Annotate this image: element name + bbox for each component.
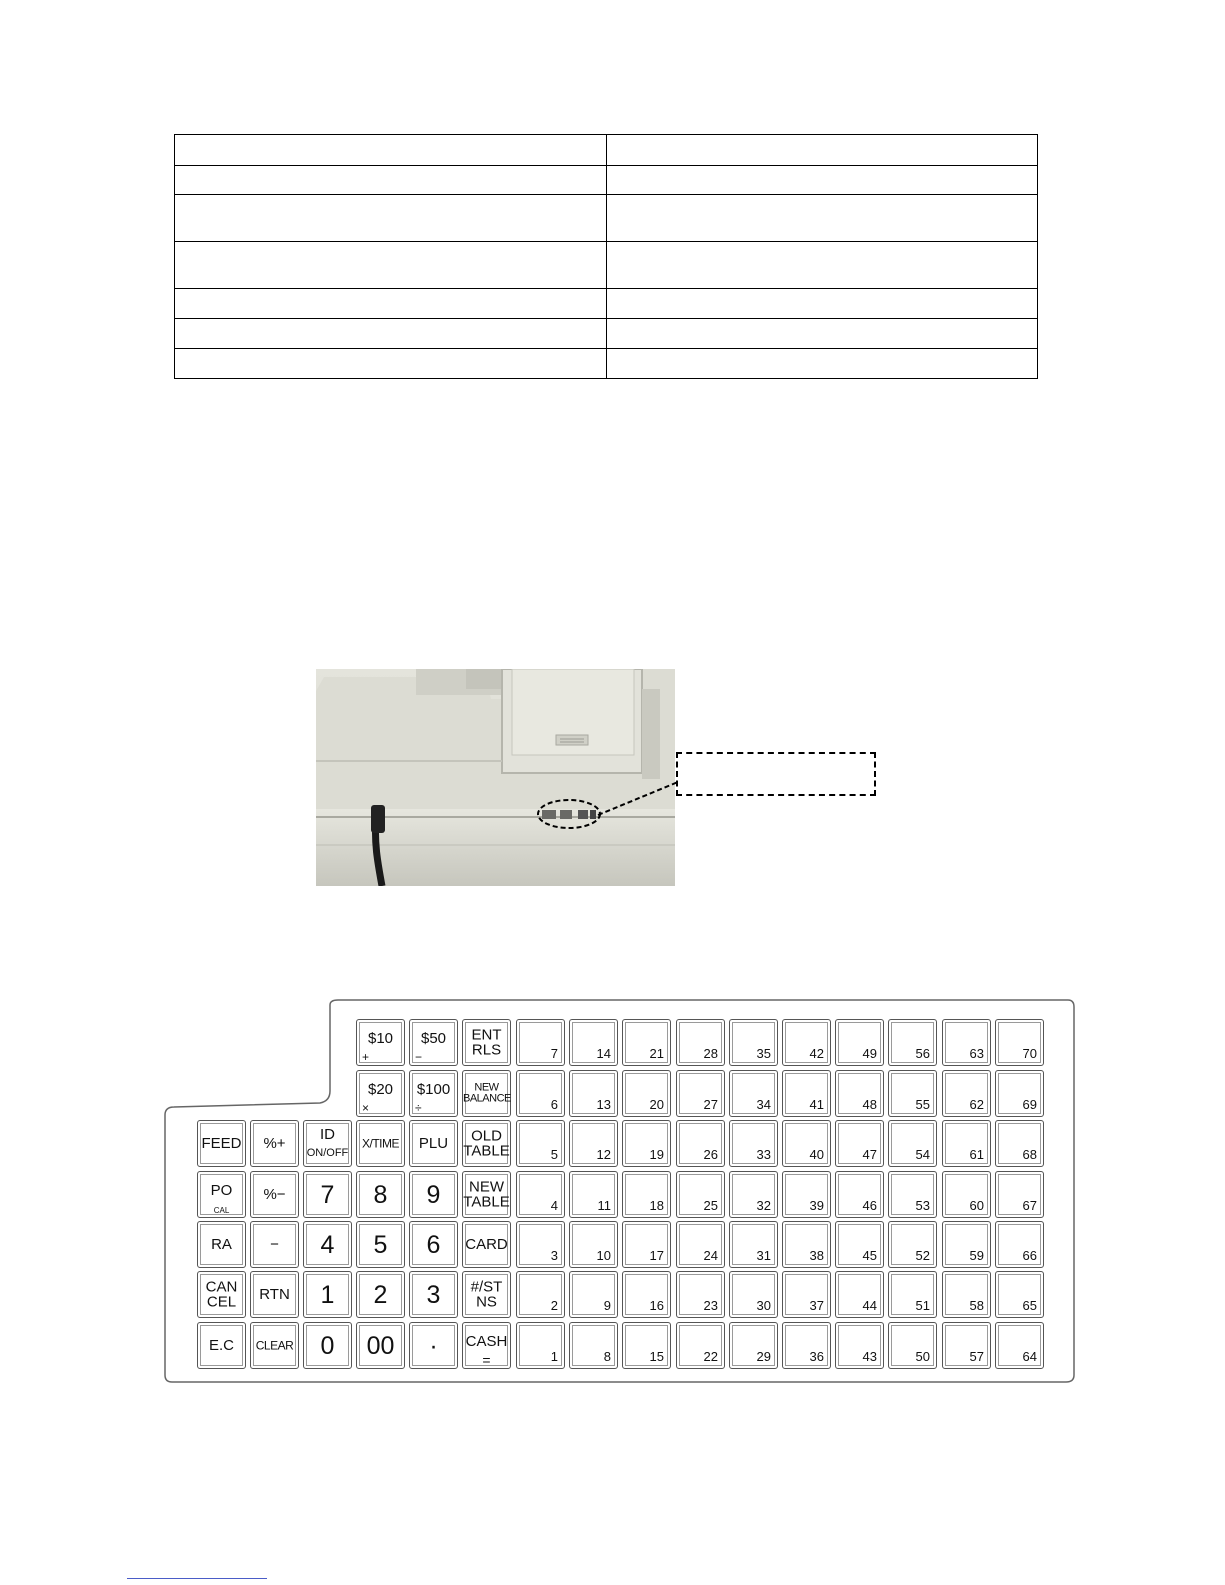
key-label: 5 [550, 1147, 558, 1163]
key-label: 7 [550, 1046, 558, 1062]
callout-box [676, 752, 876, 796]
key-label: $50 [420, 1030, 447, 1048]
key-label: 32 [756, 1198, 771, 1214]
key-label: 2 [373, 1280, 388, 1309]
key-plu[interactable] [995, 1221, 1044, 1268]
key-label: 47 [862, 1147, 877, 1163]
key-function[interactable] [303, 1120, 352, 1167]
key-plu[interactable] [676, 1120, 725, 1167]
spec-table-cell [607, 289, 1038, 319]
key-label: 36 [809, 1349, 824, 1365]
key-label: %− [263, 1185, 286, 1203]
key-label: 48 [862, 1097, 877, 1113]
key-plu[interactable] [622, 1221, 671, 1268]
spec-table-row [175, 242, 1038, 289]
key-label: 54 [915, 1147, 930, 1163]
key-plu[interactable] [888, 1171, 937, 1218]
key-plu[interactable] [888, 1271, 937, 1318]
key-function[interactable] [197, 1271, 246, 1318]
key-function[interactable] [197, 1221, 246, 1268]
key-sublabel: ÷ [415, 1101, 422, 1115]
key-plu[interactable] [942, 1019, 991, 1066]
key-label: ENT RLS [471, 1025, 502, 1059]
key-label: 9 [426, 1180, 441, 1209]
key-label: 4 [550, 1198, 558, 1214]
key-plu[interactable] [888, 1070, 937, 1117]
spec-table-cell [607, 319, 1038, 349]
key-label: 31 [756, 1248, 771, 1264]
key-label: 23 [703, 1298, 718, 1314]
key-plu[interactable] [676, 1019, 725, 1066]
key-label: 57 [969, 1349, 984, 1365]
key-label: 37 [809, 1298, 824, 1314]
key-label: 63 [969, 1046, 984, 1062]
key-label: RTN [259, 1285, 290, 1303]
key-label: 65 [1022, 1298, 1037, 1314]
key-plu[interactable] [676, 1322, 725, 1369]
key-label: 38 [809, 1248, 824, 1264]
key-label: PLU [418, 1134, 449, 1152]
key-label: 7 [320, 1180, 335, 1209]
key-plu[interactable] [622, 1322, 671, 1369]
key-plu[interactable] [942, 1171, 991, 1218]
key-sublabel: ON/OFF [306, 1147, 349, 1159]
spec-table-cell [175, 135, 607, 166]
key-label: 16 [649, 1298, 664, 1314]
key-label: 15 [649, 1349, 664, 1365]
spec-table-cell [175, 289, 607, 319]
key-plu[interactable] [729, 1120, 778, 1167]
key-label: · [429, 1331, 438, 1360]
key-label: 50 [915, 1349, 930, 1365]
key-label: 12 [596, 1147, 611, 1163]
key-plu[interactable] [516, 1171, 565, 1218]
key-plu[interactable] [995, 1019, 1044, 1066]
spec-table-row [175, 289, 1038, 319]
key-label: FEED [201, 1134, 242, 1152]
key-digit[interactable] [356, 1221, 405, 1268]
key-plu[interactable] [516, 1271, 565, 1318]
key-label: E.C [208, 1336, 234, 1354]
key-plu[interactable] [835, 1171, 884, 1218]
key-label: 17 [649, 1248, 664, 1264]
key-plu[interactable] [676, 1271, 725, 1318]
key-label: 62 [969, 1097, 984, 1113]
key-label: 52 [915, 1248, 930, 1264]
key-label: 60 [969, 1198, 984, 1214]
key-plu[interactable] [888, 1120, 937, 1167]
key-label: 11 [597, 1198, 611, 1214]
key-label: 64 [1022, 1349, 1037, 1365]
key-label: 58 [969, 1298, 984, 1314]
key-label: 28 [703, 1046, 718, 1062]
key-label: 43 [862, 1349, 877, 1365]
key-denomination[interactable] [409, 1019, 458, 1066]
key-label: 35 [756, 1046, 771, 1062]
key-plu[interactable] [835, 1120, 884, 1167]
key-label: 9 [603, 1298, 611, 1314]
key-label: 41 [809, 1097, 824, 1113]
spec-table-row [175, 195, 1038, 242]
key-label: 39 [809, 1198, 824, 1214]
key-denomination[interactable] [356, 1019, 405, 1066]
spec-table-cell [607, 349, 1038, 379]
key-function[interactable] [462, 1070, 511, 1117]
key-label: OLD TABLE [463, 1126, 510, 1160]
key-plu[interactable] [729, 1171, 778, 1218]
key-label: $100 [416, 1081, 451, 1099]
key-function[interactable] [250, 1120, 299, 1167]
key-label: 22 [703, 1349, 718, 1365]
key-plu[interactable] [622, 1019, 671, 1066]
key-plu[interactable] [622, 1070, 671, 1117]
key-label: CLEAR [255, 1338, 294, 1353]
key-label: 14 [596, 1046, 611, 1062]
spec-table-cell [607, 135, 1038, 166]
key-label: 20 [649, 1097, 664, 1113]
key-digit[interactable] [356, 1271, 405, 1318]
key-label: 3 [550, 1248, 558, 1264]
key-label: 59 [969, 1248, 984, 1264]
key-plu[interactable] [676, 1070, 725, 1117]
key-label: 67 [1022, 1198, 1037, 1214]
key-digit[interactable] [409, 1171, 458, 1218]
key-plu[interactable] [782, 1221, 831, 1268]
key-plu[interactable] [676, 1171, 725, 1218]
key-label: 24 [703, 1248, 718, 1264]
key-digit[interactable] [303, 1171, 352, 1218]
key-label: 45 [862, 1248, 877, 1264]
key-label: RA [211, 1235, 232, 1253]
key-plu[interactable] [569, 1171, 618, 1218]
key-label: CARD [465, 1235, 508, 1253]
key-label: 70 [1022, 1046, 1037, 1062]
key-plu[interactable] [622, 1171, 671, 1218]
key-label: 19 [649, 1147, 664, 1163]
key-sublabel: CAL [213, 1206, 230, 1215]
key-label: %+ [263, 1134, 286, 1152]
key-label: 53 [915, 1198, 930, 1214]
key-digit[interactable] [303, 1271, 352, 1318]
footnote-rule [127, 1578, 267, 1579]
key-plu[interactable] [516, 1019, 565, 1066]
key-plu[interactable] [995, 1171, 1044, 1218]
spec-table-row [175, 349, 1038, 379]
key-digit[interactable] [356, 1322, 405, 1369]
key-label: ID [320, 1126, 335, 1144]
key-function[interactable] [462, 1019, 511, 1066]
key-plu[interactable] [729, 1221, 778, 1268]
key-plu[interactable] [888, 1322, 937, 1369]
key-label: NEW TABLE [463, 1177, 510, 1211]
key-plu[interactable] [782, 1271, 831, 1318]
key-function[interactable] [250, 1322, 299, 1369]
key-label: 26 [703, 1147, 718, 1163]
spec-table [174, 134, 1038, 379]
key-label: $20 [367, 1081, 394, 1099]
key-label: 00 [366, 1331, 395, 1360]
spec-table-cell [175, 319, 607, 349]
key-plu[interactable] [569, 1221, 618, 1268]
spec-table-cell [607, 166, 1038, 195]
key-label: 46 [862, 1198, 877, 1214]
key-label: 3 [426, 1280, 441, 1309]
spec-table-cell [175, 166, 607, 195]
key-digit[interactable] [409, 1271, 458, 1318]
key-label: 6 [550, 1097, 558, 1113]
spec-table-cell [607, 242, 1038, 289]
key-label: 10 [596, 1248, 611, 1264]
key-plu[interactable] [569, 1322, 618, 1369]
key-label: 49 [862, 1046, 877, 1062]
spec-table-cell [175, 349, 607, 379]
key-plu[interactable] [835, 1271, 884, 1318]
key-plu[interactable] [782, 1019, 831, 1066]
key-digit[interactable] [409, 1221, 458, 1268]
key-plu[interactable] [782, 1070, 831, 1117]
key-function[interactable] [462, 1322, 511, 1369]
key-plu[interactable] [782, 1120, 831, 1167]
key-label: 0 [320, 1331, 335, 1360]
key-plu[interactable] [995, 1070, 1044, 1117]
key-plu[interactable] [569, 1019, 618, 1066]
key-plu[interactable] [729, 1271, 778, 1318]
key-label: 1 [320, 1280, 335, 1309]
key-plu[interactable] [888, 1221, 937, 1268]
key-plu[interactable] [995, 1120, 1044, 1167]
spec-table-row [175, 135, 1038, 166]
key-label: 68 [1022, 1147, 1037, 1163]
key-plu[interactable] [835, 1221, 884, 1268]
key-label: 4 [320, 1230, 335, 1259]
key-function[interactable] [250, 1271, 299, 1318]
key-label: 51 [915, 1298, 930, 1314]
key-function[interactable] [250, 1171, 299, 1218]
key-plu[interactable] [676, 1221, 725, 1268]
key-function[interactable] [462, 1221, 511, 1268]
key-plu[interactable] [995, 1322, 1044, 1369]
key-label: 42 [809, 1046, 824, 1062]
key-digit[interactable] [303, 1322, 352, 1369]
key-label: 8 [373, 1180, 388, 1209]
key-label: 66 [1022, 1248, 1037, 1264]
key-plu[interactable] [622, 1271, 671, 1318]
key-label: 29 [756, 1349, 771, 1365]
key-function[interactable] [462, 1171, 511, 1218]
key-label: 34 [756, 1097, 771, 1113]
key-plu[interactable] [942, 1221, 991, 1268]
key-function[interactable] [356, 1120, 405, 1167]
key-label: CAN CEL [205, 1277, 238, 1311]
spec-table-cell [607, 195, 1038, 242]
key-label: 1 [550, 1349, 558, 1365]
key-label: PO [210, 1182, 233, 1200]
key-label: 6 [426, 1230, 441, 1259]
key-plu[interactable] [729, 1019, 778, 1066]
key-label: CASH [465, 1333, 508, 1351]
key-digit[interactable] [409, 1322, 458, 1369]
spec-table-cell [175, 195, 607, 242]
key-function[interactable] [197, 1322, 246, 1369]
key-plu[interactable] [942, 1271, 991, 1318]
key-function[interactable] [409, 1120, 458, 1167]
key-label: 5 [373, 1230, 388, 1259]
key-sublabel: × [362, 1101, 370, 1115]
key-label: 13 [596, 1097, 611, 1113]
key-plu[interactable] [942, 1070, 991, 1117]
key-label: 30 [756, 1298, 771, 1314]
key-label: X/TIME [361, 1136, 399, 1151]
key-denomination[interactable] [356, 1070, 405, 1117]
key-function[interactable] [197, 1171, 246, 1218]
key-function[interactable] [197, 1120, 246, 1167]
key-label: 56 [915, 1046, 930, 1062]
key-label: 44 [862, 1298, 877, 1314]
key-label: 33 [756, 1147, 771, 1163]
key-plu[interactable] [516, 1221, 565, 1268]
key-label: #/ST NS [470, 1277, 503, 1311]
key-plu[interactable] [782, 1171, 831, 1218]
key-plu[interactable] [729, 1070, 778, 1117]
key-label: 18 [649, 1198, 664, 1214]
key-denomination[interactable] [409, 1070, 458, 1117]
key-plu[interactable] [516, 1322, 565, 1369]
key-digit[interactable] [356, 1171, 405, 1218]
spec-table-row [175, 319, 1038, 349]
key-label: 25 [703, 1198, 718, 1214]
key-plu[interactable] [995, 1271, 1044, 1318]
key-label: 8 [603, 1349, 611, 1365]
key-label: 27 [703, 1097, 718, 1113]
key-function[interactable] [462, 1120, 511, 1167]
key-label: NEW BALANCE [463, 1080, 511, 1105]
key-plu[interactable] [729, 1322, 778, 1369]
key-label: − [270, 1235, 279, 1253]
key-plu[interactable] [516, 1120, 565, 1167]
key-plu[interactable] [942, 1120, 991, 1167]
key-label: 21 [649, 1046, 664, 1062]
key-plu[interactable] [782, 1322, 831, 1369]
key-plu[interactable] [569, 1070, 618, 1117]
key-plu[interactable] [835, 1322, 884, 1369]
key-plu[interactable] [622, 1120, 671, 1167]
key-plu[interactable] [835, 1019, 884, 1066]
key-sublabel: + [362, 1050, 370, 1064]
key-label: $10 [367, 1030, 394, 1048]
key-plu[interactable] [516, 1070, 565, 1117]
key-plu[interactable] [835, 1070, 884, 1117]
spec-table-row [175, 166, 1038, 195]
key-label: 2 [550, 1298, 558, 1314]
key-function[interactable] [250, 1221, 299, 1268]
key-function[interactable] [462, 1271, 511, 1318]
key-label: 55 [915, 1097, 930, 1113]
spec-table-cell [175, 242, 607, 289]
key-label: 40 [809, 1147, 824, 1163]
key-plu[interactable] [569, 1120, 618, 1167]
key-plu[interactable] [569, 1271, 618, 1318]
key-plu[interactable] [888, 1019, 937, 1066]
key-digit[interactable] [303, 1221, 352, 1268]
key-sublabel: = [482, 1352, 491, 1368]
key-plu[interactable] [942, 1322, 991, 1369]
key-sublabel: − [415, 1050, 423, 1064]
key-label: 61 [969, 1147, 984, 1163]
key-label: 69 [1022, 1097, 1037, 1113]
